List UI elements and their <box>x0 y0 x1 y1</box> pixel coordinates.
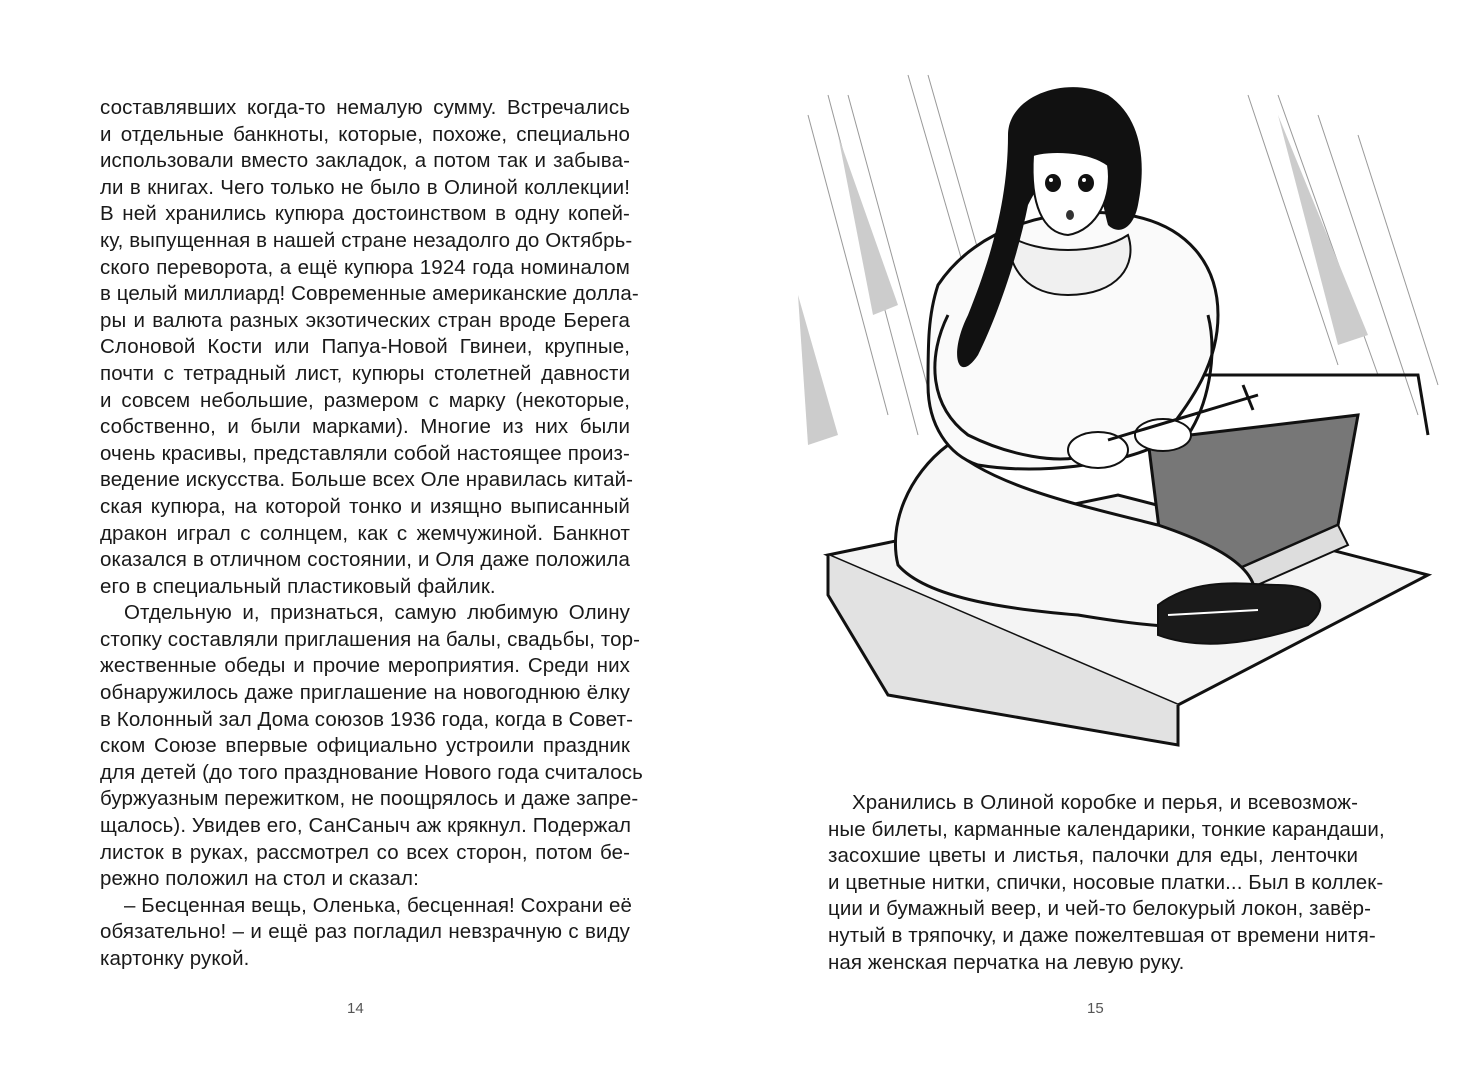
text-line: Хранились в Олиной коробке и перья, и всевозмож- <box>852 791 1358 814</box>
text-line: В ней хранились купюра достоинством в одну копей- <box>100 202 630 226</box>
text-line: и совсем небольшие, размером с марку (некоторые, <box>100 388 630 412</box>
text-line: ные билеты, карманные календарики, тонкие карандаши, <box>828 817 1385 841</box>
text-line: ку, выпущенная в нашей стране незадолго до Октябрь- <box>100 228 633 252</box>
text-line: Отдельную и, признаться, самую любимую Олину <box>124 601 630 625</box>
text-line: листок в руках, рассмотрел со всех сторон, потом бе- <box>100 840 630 864</box>
left-page-text <box>100 95 643 973</box>
page-number-right: 15 <box>1087 1000 1104 1017</box>
text-line: картонку рукой. <box>100 947 250 970</box>
text-line: почти с тетрадный лист, купюры столетней давности <box>100 361 630 385</box>
text-line: использовали вместо закладок, а потом так и забыва- <box>100 149 630 173</box>
text-line: буржуазным пережитком, не поощрялось и даже запре- <box>100 787 639 811</box>
text-line: ры и валюта разных экзотических стран вроде Берега <box>100 308 630 332</box>
text-line: засохшие цветы и листья, палочки для еды, ленточки <box>828 844 1358 868</box>
text-line: нутый в тряпочку, и даже пожелтевшая от времени нитя- <box>828 923 1376 947</box>
text-line: жественные обеды и прочие мероприятия. Среди них <box>100 654 630 678</box>
text-line: – Бесценная вещь, Оленька, бесценная! Сохрани её <box>124 893 632 917</box>
text-line: стопку составляли приглашения на балы, свадьбы, тор- <box>100 627 641 651</box>
text-line: ции и бумажный веер, и чей-то белокурый локон, завёр- <box>828 897 1372 921</box>
illustration-girl-with-book <box>778 55 1457 775</box>
text-line: очень красивы, представляли собой настоящее произ- <box>100 441 630 465</box>
text-line: Слоновой Кости или Папуа-Новой Гвинеи, крупные, <box>100 335 630 359</box>
text-line: обязательно! – и ещё раз погладил невзрачную с виду <box>100 920 630 944</box>
right-page <box>728 0 1457 1080</box>
text-line: щалось). Увидев его, СанСаныч аж крякнул. Подержал <box>100 814 632 838</box>
text-line: ском Союзе впервые официально устроили праздник <box>100 734 630 758</box>
left-page <box>0 0 728 1080</box>
text-line: ведение искусства. Больше всех Оле нравилась китай- <box>100 468 634 492</box>
text-line: ли в книгах. Чего только не было в Олиной коллекции! <box>100 175 630 199</box>
text-line: режно положил на стол и сказал: <box>100 867 419 891</box>
page-number-left: 14 <box>347 1000 364 1017</box>
text-line: в Колонный зал Дома союзов 1936 года, когда в Совет- <box>100 707 634 731</box>
text-line: и отдельные банкноты, которые, похоже, специально <box>100 122 630 146</box>
text-line: ная женская перчатка на левую руку. <box>828 950 1185 974</box>
text-line: собственно, и были марками). Многие из них были <box>100 415 630 439</box>
text-line: оказался в отличном состоянии, и Оля даже положила <box>100 548 630 572</box>
text-line: ского переворота, а ещё купюра 1924 года номиналом <box>100 255 630 279</box>
text-line: обнаружилось даже приглашение на новогоднюю ёлку <box>100 681 630 705</box>
text-line: составлявших когда-то немалую сумму. Встречались <box>100 96 630 119</box>
text-line: его в специальный пластиковый файлик. <box>100 574 496 598</box>
text-line: и цветные нитки, спички, носовые платки... Был в коллек- <box>828 870 1384 894</box>
text-line: для детей (до того празднование Нового года считалось <box>100 760 643 784</box>
text-line: дракон играл с солнцем, как с жемчужиной. Банкнот <box>100 521 630 545</box>
right-page-text <box>828 790 1385 976</box>
text-line: в целый миллиард! Современные американские долла- <box>100 282 639 306</box>
text-line: ская купюра, на которой тонко и изящно выписанный <box>100 494 630 518</box>
